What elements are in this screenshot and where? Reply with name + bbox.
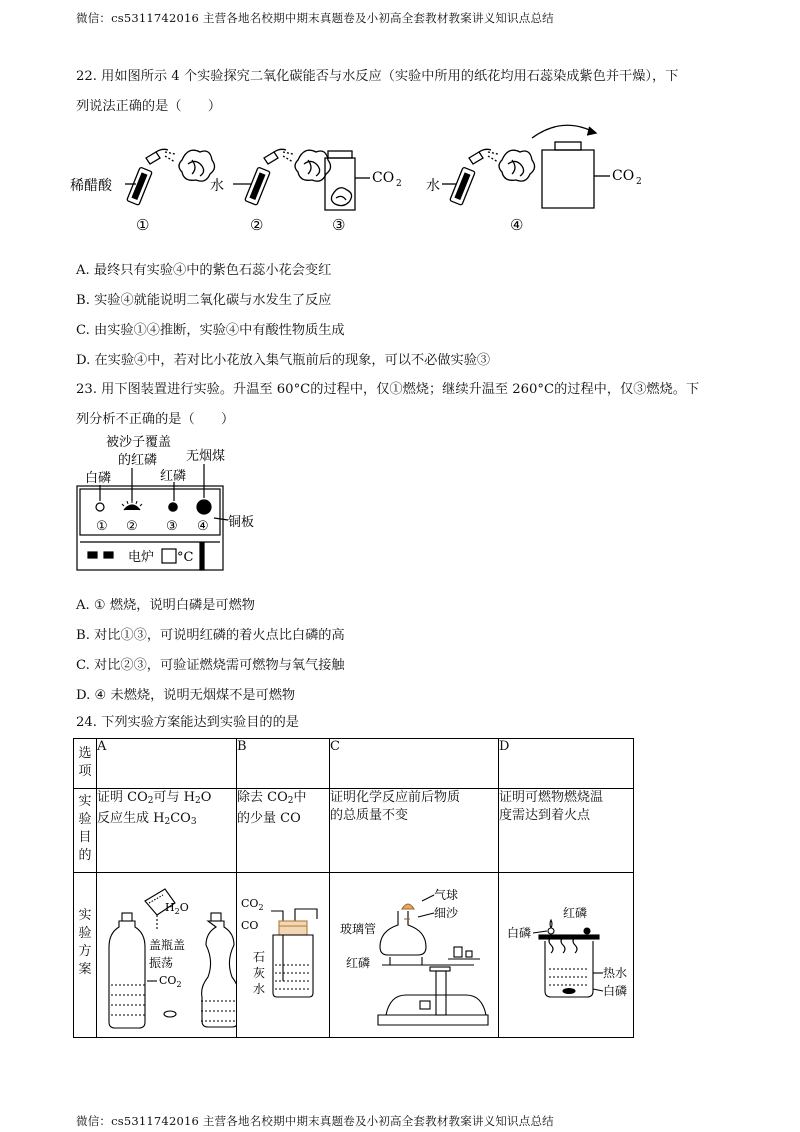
white-phosphorus-dot <box>96 503 104 511</box>
anthracite-dot <box>197 500 211 514</box>
q22-option-c: C. 由实验①④推断，实验④中有酸性物质生成 <box>76 323 345 338</box>
label-sand-1: 被沙子覆盖 <box>106 435 172 450</box>
label-co2-2-sub: 2 <box>636 177 642 187</box>
scheme-c <box>330 873 499 1038</box>
label-co2-2: CO <box>612 168 635 184</box>
svg-text:CO: CO <box>241 919 259 932</box>
sprayer-icon-4 <box>450 149 491 205</box>
transfer-arrow-icon <box>532 125 594 138</box>
num-3: ③ <box>166 519 178 534</box>
sand-covered-phosphorus-icon <box>122 500 142 510</box>
q24-options-table <box>73 738 634 1038</box>
table-row <box>74 789 634 873</box>
page-header: 微信：cs5311742016 主营各地名校期中期末真题卷及小初高全套教材教案讲义知识点总结 <box>76 11 554 25</box>
q22-option-a: A. 最终只有实验④中的紫色石蕊小花会变红 <box>76 263 332 278</box>
col-d: D <box>499 739 634 789</box>
scheme-d <box>499 873 634 1038</box>
q23-option-a: A. ① 燃烧，说明白磷是可燃物 <box>76 598 255 613</box>
purpose-d: 证明可燃物燃烧温 度需达到着火点 <box>499 789 634 873</box>
q23-option-c: C. 对比②③，可验证燃烧需可燃物与氧气接触 <box>76 658 345 673</box>
label-unit: °C <box>177 550 194 565</box>
row2-head: 实验目的 <box>78 794 92 863</box>
purpose-a: 证明 $CO_2$可与 $H_2O$ 反应生成 $H_2CO_3$ <box>97 789 237 873</box>
svg-text:细沙: 细沙 <box>434 906 459 920</box>
svg-text:盖瓶盖: 盖瓶盖 <box>149 938 186 952</box>
label-co2-1-sub: 2 <box>396 179 402 189</box>
paper-flower-icon-1 <box>179 150 215 181</box>
svg-text:玻璃管: 玻璃管 <box>340 922 377 936</box>
num-1: ① <box>96 519 108 534</box>
col-c: C <box>330 739 499 789</box>
svg-text:振荡: 振荡 <box>149 956 174 970</box>
label-acid: 稀醋酸 <box>70 178 112 194</box>
gas-washing-figure <box>237 873 329 1033</box>
flask-icon <box>380 904 426 955</box>
q23-option-d: D. ④ 未燃烧，说明无烟煤不是可燃物 <box>76 688 296 703</box>
label-copper: 铜板 <box>228 515 255 530</box>
q22-option-b: B. 实验④就能说明二氧化碳与水发生了反应 <box>76 293 332 308</box>
table-row <box>74 873 634 1038</box>
exp-num-1: ① <box>136 216 150 234</box>
red-phosphorus-dot <box>169 503 177 511</box>
combustion-figure <box>499 873 633 1033</box>
exp-num-2: ② <box>250 216 264 234</box>
svg-text:热水: 热水 <box>603 966 628 980</box>
gas-jar-icon-3 <box>325 151 355 210</box>
svg-text:红磷: 红磷 <box>346 956 371 970</box>
q23-option-b: B. 对比①③，可说明红磷的着火点比白磷的高 <box>76 628 345 643</box>
purpose-c: 证明化学反应前后物质 的总质量不变 <box>330 789 499 873</box>
exp-num-4: ④ <box>510 216 524 234</box>
paper-flower-icon-4 <box>499 150 535 181</box>
svg-text:灰: 灰 <box>253 966 266 980</box>
sprayer-icon-1 <box>127 149 168 205</box>
gas-jar-icon-4 <box>542 142 594 208</box>
scheme-b <box>237 873 330 1038</box>
num-2: ② <box>126 519 138 534</box>
row1-head: 选项 <box>78 746 92 779</box>
row1-head-cell <box>74 739 97 789</box>
q23-stem-line1: 23. 用下图装置进行实验。升温至 60°C的过程中，仅①燃烧；继续升温至 260°C的过程中，仅③燃烧。下 <box>76 382 700 397</box>
plastic-bottle-icon-1 <box>109 913 145 1028</box>
q22-stem-line1: 22. 用如图所示 4 个实验探究二氧化碳能否与水反应（实验中所用的纸花均用石蕊染成紫色并干燥），下 <box>76 69 679 84</box>
svg-text:气球: 气球 <box>434 888 459 902</box>
balance-figure <box>330 873 498 1033</box>
q23-figure <box>70 430 290 578</box>
label-water-2: 水 <box>426 178 440 194</box>
svg-text:白磷: 白磷 <box>603 984 628 998</box>
exp-num-3: ③ <box>332 216 346 234</box>
svg-text:水: 水 <box>253 982 266 996</box>
scheme-a <box>97 873 237 1038</box>
label-anthracite: 无烟煤 <box>186 449 226 464</box>
svg-text:CO2: $CO_2$ <box>159 974 182 989</box>
label-red-p: 红磷 <box>160 469 187 484</box>
svg-text:CO2: $CO_2$ <box>241 897 264 912</box>
weights-icon <box>448 947 480 959</box>
svg-text:白磷: 白磷 <box>507 926 532 940</box>
label-stove: 电炉 <box>128 550 155 565</box>
label-sand-2: 的红磷 <box>118 453 158 468</box>
col-b: B <box>237 739 330 789</box>
sprayer-icon-2 <box>245 149 286 205</box>
cap-icon <box>164 1011 176 1017</box>
purpose-b: 除去 $CO_2$中 的少量 CO <box>237 789 330 873</box>
page-footer: 微信：cs5311742016 主营各地名校期中期末真题卷及小初高全套教材教案讲义知识点总结 <box>76 1114 554 1128</box>
col-a: A <box>97 739 237 789</box>
row2-head-cell <box>74 789 97 873</box>
bottle-experiment-figure <box>97 873 236 1033</box>
row3-head-cell <box>74 873 97 1038</box>
q22-figure <box>70 118 670 240</box>
label-white-p: 白磷 <box>85 471 112 486</box>
q22-stem-line2: 列说法正确的是（ ） <box>76 99 222 114</box>
q23-stem-line2: 列分析不正确的是（ ） <box>76 412 235 427</box>
table-row <box>74 739 634 789</box>
q22-option-d: D. 在实验④中，若对比小花放入集气瓶前后的现象，可以不必做实验③ <box>76 353 491 368</box>
row3-head: 实验方案 <box>78 908 92 977</box>
plastic-bottle-icon-2 <box>201 913 236 1027</box>
svg-text:H2O: $H_2O$ <box>165 901 189 916</box>
q24-stem: 24. 下列实验方案能达到实验目的的是 <box>76 715 299 730</box>
num-4: ④ <box>197 519 209 534</box>
svg-text:石: 石 <box>253 950 266 964</box>
label-water-1: 水 <box>210 178 224 194</box>
label-co2-1: CO <box>372 170 395 186</box>
svg-text:红磷: 红磷 <box>563 906 588 920</box>
